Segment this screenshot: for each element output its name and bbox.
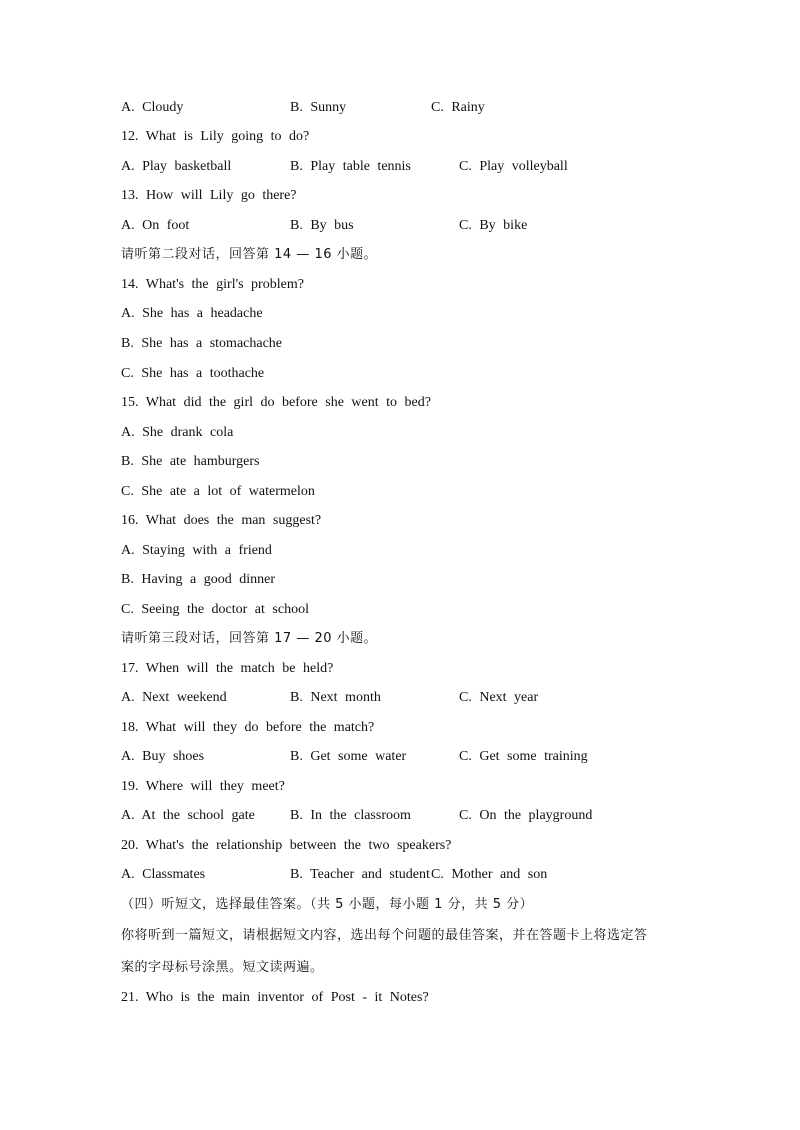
q19-options	[121, 806, 593, 826]
q15-question: 15. What did the girl do before she went to bed?	[121, 395, 431, 410]
q20-options	[121, 865, 548, 885]
q19-option-a[interactable]: A. At the school gate	[121, 808, 255, 823]
q17-option-a[interactable]: A. Next weekend	[121, 690, 227, 705]
q18-question: 18. What will they do before the match?	[121, 720, 375, 735]
q16-option-a[interactable]: A. Staying with a friend	[121, 543, 272, 558]
q17-option-b[interactable]: B. Next month	[290, 690, 381, 705]
q17-question: 17. When will the match be held?	[121, 661, 334, 676]
part4-instruction-line1: 你将听到一篇短文，请根据短文内容，选出每个问题的最佳答案，并在答题卡上将选定答	[121, 928, 648, 943]
q12-option-b[interactable]: B. Play table tennis	[290, 159, 411, 174]
q16-question: 16. What does the man suggest?	[121, 513, 322, 528]
q13-option-b[interactable]: B. By bus	[290, 218, 354, 233]
q11-options	[121, 98, 485, 118]
q20-option-b[interactable]: B. Teacher and student	[290, 867, 430, 882]
q21-question: 21. Who is the main inventor of Post - it Notes?	[121, 990, 429, 1005]
q13-option-c[interactable]: C. By bike	[459, 218, 528, 233]
section3-instruction: 请听第三段对话，回答第 17 — 20 小题。	[121, 631, 378, 646]
q13-option-a[interactable]: A. On foot	[121, 218, 190, 233]
section2-instruction: 请听第二段对话，回答第 14 — 16 小题。	[121, 247, 378, 262]
q19-option-b[interactable]: B. In the classroom	[290, 808, 411, 823]
q18-option-c[interactable]: C. Get some training	[459, 749, 588, 764]
q16-option-c[interactable]: C. Seeing the doctor at school	[121, 602, 309, 617]
q14-option-b[interactable]: B. She has a stomachache	[121, 336, 283, 351]
q20-option-c[interactable]: C. Mother and son	[431, 867, 548, 882]
q19-question: 19. Where will they meet?	[121, 779, 285, 794]
q14-option-c[interactable]: C. She has a toothache	[121, 366, 265, 381]
q13-options	[121, 216, 528, 236]
q11-option-a[interactable]: A. Cloudy	[121, 100, 184, 115]
q19-option-c[interactable]: C. On the playground	[459, 808, 593, 823]
q15-option-a[interactable]: A. She drank cola	[121, 425, 234, 440]
q11-option-b[interactable]: B. Sunny	[290, 100, 347, 115]
q17-options	[121, 688, 539, 708]
q12-option-c[interactable]: C. Play volleyball	[459, 159, 568, 174]
q12-question: 12. What is Lily going to do?	[121, 129, 310, 144]
q18-option-b[interactable]: B. Get some water	[290, 749, 407, 764]
q11-option-c[interactable]: C. Rainy	[431, 100, 485, 115]
q20-option-a[interactable]: A. Classmates	[121, 867, 206, 882]
q15-option-b[interactable]: B. She ate hamburgers	[121, 454, 260, 469]
q15-option-c[interactable]: C. She ate a lot of watermelon	[121, 484, 315, 499]
q14-question: 14. What's the girl's problem?	[121, 277, 304, 292]
part4-heading: （四）听短文，选择最佳答案。（共 5 小题，每小题 1 分，共 5 分）	[121, 897, 534, 912]
q16-option-b[interactable]: B. Having a good dinner	[121, 572, 276, 587]
q18-options	[121, 747, 588, 767]
part4-instruction-line2: 案的字母标号涂黑。短文读两遍。	[121, 960, 324, 975]
q14-option-a[interactable]: A. She has a headache	[121, 306, 263, 321]
q12-options	[121, 157, 568, 177]
q13-question: 13. How will Lily go there?	[121, 188, 297, 203]
q17-option-c[interactable]: C. Next year	[459, 690, 539, 705]
q20-question: 20. What's the relationship between the two speakers?	[121, 838, 452, 853]
q12-option-a[interactable]: A. Play basketball	[121, 159, 232, 174]
q18-option-a[interactable]: A. Buy shoes	[121, 749, 205, 764]
